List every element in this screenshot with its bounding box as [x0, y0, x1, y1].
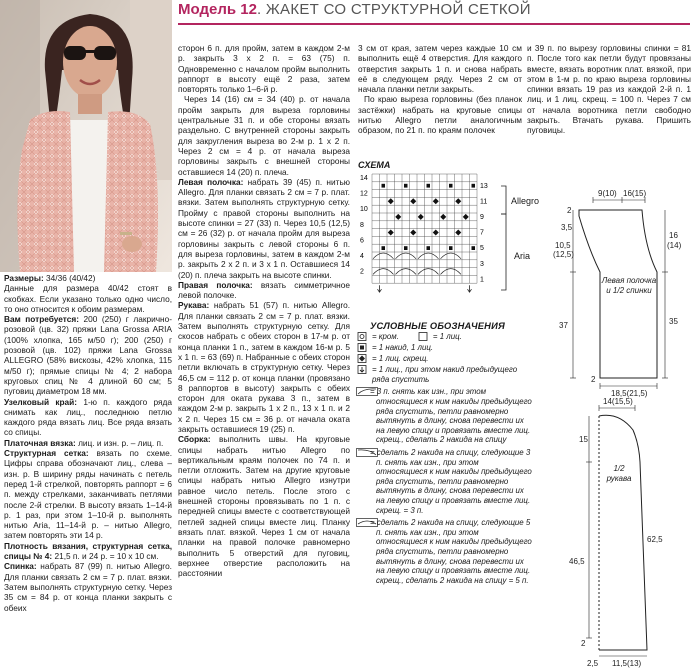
- schema-title: СХЕМА: [358, 160, 391, 170]
- assembly-cont-1: 3 см от края, затем через каждые 10 см выполнить ещё 4 отверстия. Для каждого отверстия закрыть 1 п. и снова набрать её в следующем ряду. Через 2 см от начала планки петли закрыть.: [358, 43, 522, 95]
- garment-pattern: [527, 190, 695, 668]
- edge-label: Узелковый край:: [4, 396, 78, 407]
- chart-row-label: 4: [360, 253, 364, 260]
- collar-text: и 39 п. по вырезу горловины спинки = 81 п. После того как петли будут провязаны вместе, вязать воротник плат. вязкой, при этом в 1-м р. по краю выреза горловины спинки вязать 19 раз из каждой 2-й п. 1 лиц. и 1 лиц. скрещ. = 100 п. Через 7 см от начала воротника петли свободно закрыть. Втачать рукава. Пришить пуговицы.: [527, 43, 691, 136]
- chart-twisted-stitch: [433, 230, 439, 236]
- assembly-cont-2: По краю выреза горловины (без планок застёжки) набрать на круговые спицы нитью Allegro петли аналогичным образом, по 21 п. по краям полочек: [358, 94, 522, 136]
- dim-front-37: 37: [559, 321, 568, 330]
- chart-row-label: 5: [480, 245, 484, 253]
- dim-front-2: 2: [567, 206, 572, 215]
- chart-repeat-arrow-1: [378, 285, 382, 292]
- chart-marks: [373, 184, 475, 292]
- right-front-text: вязать симметричное левой полочке.: [178, 279, 350, 301]
- legend-row-edge: [356, 332, 532, 342]
- chart-twisted-stitch: [455, 198, 461, 204]
- chart-row-label: 3: [480, 260, 484, 268]
- chart-cluster: [418, 253, 439, 259]
- yarn-aria-label: Aria: [514, 251, 531, 261]
- yarn-brackets: [500, 184, 514, 294]
- dim-front-2b: 2: [591, 375, 596, 384]
- column-1: [4, 273, 172, 668]
- chart-twisted-stitch: [433, 198, 439, 204]
- dim-front-top2: 9(10): [598, 189, 617, 198]
- chart-yarnover: [427, 184, 431, 188]
- chart-yarnover: [427, 246, 431, 250]
- legend-3dec-b: = сделать 2 накида на спицу, следующие 3 п. снять как изн., при этом относящиеся к ним накиды предыдущего ряда спустить, петли равномерно вытянуть в длину, снова перевести их на левую спицу и провязать вместе лиц. скрещ. = 3 п.: [370, 448, 532, 515]
- sleeve-piece-label: 1/2 рукава: [606, 464, 632, 483]
- chart-cluster: [441, 269, 462, 275]
- struct-label: Структурная сетка:: [4, 448, 89, 459]
- yarn-allegro-label: Allegro: [511, 196, 540, 206]
- density-text: 21,5 п. и 24 р. = 10 х 10 см.: [54, 551, 159, 562]
- dim-sleeve-465: 46,5: [569, 557, 585, 566]
- model-photo: [0, 0, 172, 272]
- chart-row-label: 1: [480, 276, 484, 284]
- legend-row-twist: [356, 354, 532, 364]
- legend-drop: = 1 лиц., при этом накид предыдущего ряда спустить: [372, 365, 518, 384]
- three-stitch-cluster-icon: [356, 387, 378, 396]
- legend-knit: = 1 лиц.: [432, 332, 462, 341]
- chart-twisted-stitch: [410, 230, 416, 236]
- chart-grid: [372, 174, 477, 283]
- legend-yo: = 1 накид, 1 лиц.: [372, 343, 434, 353]
- materials-text: 200 (250) г лакрично-розовой (цв. 32) пряжи Lana Grossa ARIA (100% хлопка, 165 м/50 г); 200 (250) г розовой (цв. 102) пряжи Lana Grossa ALLEGRO (58% вискозы, 42% хлопка, 115 м/50 г); прямые спицы № 4; 2 набора круговых спиц № 4 длиной 60 см; 5 пуговиц диаметром 18 мм.: [4, 314, 172, 397]
- chart-cluster: [373, 269, 394, 275]
- dim-front-125: (12,5): [553, 250, 574, 259]
- dim-front-35: 3,5: [561, 223, 573, 232]
- yarn-over-icon: [356, 343, 368, 352]
- sleeves-text: набрать 51 (57) п. нитью Allegro. Для планки связать 2 см = 7 р. плат. вязки. Затем выполнять структурную сетку. Для скосов набрать с обеих сторон в 17-м р. от конца планки 1 п., затем в каждом 16-м р. 5 х 1 п. = 63 (69) п. Набранные с обеих сторон петли включать в структурную сетку. Через 46,5 см = 112 р. от конца планки (провязано 8 раппортов в высоту) закрыть с обеих сторон для оката рукава 3 п., затем в каждом 2-м р. закрыть 1 х 2 п., 13 х 1 п. и 2 х 2 п. Через 15 см = 36 р. от начала оката закрыть оставшиеся 19 (25) п.: [178, 300, 351, 434]
- sizes-value: 34/36 (40/42): [46, 273, 96, 283]
- chart-yarnover: [449, 184, 453, 188]
- assembly-label: Сборка:: [178, 434, 211, 445]
- right-front-label: Правая полочка:: [178, 279, 253, 290]
- dim-sleeve-top: 14(15,5): [603, 397, 633, 406]
- chart-yarnover: [404, 184, 408, 188]
- chart-row-label: 2: [360, 268, 364, 276]
- sizes-label: Размеры:: [4, 273, 44, 283]
- dim-front-top: 16(15): [623, 189, 647, 198]
- chart-cluster: [373, 253, 394, 259]
- chart-repeat-arrow-2: [468, 285, 472, 292]
- left-front-label: Левая полочка:: [178, 176, 244, 187]
- chart-cluster: [396, 269, 417, 275]
- legend-row-yo: [356, 343, 532, 353]
- chart-yarnover: [382, 246, 386, 250]
- legend-row-3dec: [356, 387, 532, 445]
- chart-row-label: 13: [480, 182, 488, 190]
- chart-twisted-stitch: [463, 214, 469, 220]
- column-2: [178, 43, 350, 668]
- chart-row-label: 9: [480, 214, 484, 221]
- edge-text: 1-ю п. каждого ряда снимать как лиц., последнюю петлю каждого ряда вязать лиц. Все ряда вязать со спицы.: [4, 396, 172, 438]
- edge-stitch-icon: [356, 332, 368, 341]
- legend-title: УСЛОВНЫЕ ОБОЗНАЧЕНИЯ: [370, 321, 505, 331]
- chart-twisted-stitch: [388, 230, 394, 236]
- chart-row-label: 11: [480, 198, 488, 206]
- back-label: Спинка:: [4, 561, 37, 572]
- materials-label: Вам потребуется:: [4, 314, 79, 325]
- dim-sleeve-2: 2: [581, 639, 586, 648]
- chart-twisted-stitch: [395, 214, 401, 220]
- chart-row-label: 12: [360, 190, 368, 198]
- scarf-text: лиц. и изн. р. – лиц. п.: [78, 437, 164, 448]
- page-title: [178, 1, 531, 19]
- chart-row-label: 6: [360, 237, 364, 245]
- chart-cluster: [441, 253, 462, 259]
- chart-yarnover: [472, 184, 476, 188]
- column-3: [358, 43, 522, 136]
- dim-sleeve-15: 15: [579, 435, 588, 444]
- sizes-note: Данные для размера 40/42 стоят в скобках. Если указано только одно число, то оно относится к обоим размерам.: [4, 283, 172, 314]
- dim-front-bottom: 18,5(21,5): [611, 389, 648, 398]
- assembly-text: выполнить швы. На круговые спицы набрать нитью Allegro по вертикальным краям полочек по 74 п. и петли отложить. Затем на другие круговые спицы набрать нитью Allegro изнутри равное число петель. После этого с внешней стороны провязывать по 1 п. с передней спицы вместе с соответствующей петлей задней спицы вместе лиц. Планку вязать плат. вязкой. Через 1 см от начала планки на правой полочке равномерно выполнить 5 отверстий для пуговиц, верхнее отверстие расположить на расстоянии: [178, 434, 350, 579]
- sleeves-label: Рукава:: [178, 300, 210, 311]
- legend: [356, 332, 532, 668]
- dim-sleeve-bottom: 11,5(13): [612, 659, 642, 668]
- drop-yo-icon: [356, 365, 368, 374]
- chart-row-label: 10: [360, 206, 368, 214]
- chart-labels: [360, 175, 488, 283]
- knitting-chart: [358, 170, 498, 300]
- density-label: Плотность вязания, структурная сетка, спицы № 4:: [4, 540, 172, 562]
- dim-front-14: (14): [667, 241, 682, 250]
- dim-front-105: 10,5: [555, 241, 571, 250]
- legend-row-3dec-b: [356, 448, 532, 515]
- chart-yarnover: [382, 184, 386, 188]
- dim-sleeve-625: 62,5: [647, 535, 663, 544]
- knit-stitch-icon: [417, 332, 429, 341]
- back-text: набрать 87 (99) п. нитью Allegro. Для планки связать 2 см = 7 р. плат. вязки. Затем выполнять структурную сетку. Через 35 см = 84 р. от конца планки закрыть с обеих: [4, 561, 172, 613]
- struct-text: вязать по схеме. Цифры справа обозначают лиц., слева – изн. р. В ширину ряды начинать с петель перед 1-й стрелкой, повторять раппорт = 6 п. между стрелками, заканчивать петлями после 2-й стрелки. В высоту вязать 1–14-й р. 1 раз, при этом 1–10-й р. выполнять нитью Aria, 11–14-й р. – нитью Allegro, затем повторять эти 14 р.: [4, 448, 172, 541]
- legend-row-drop: [356, 365, 532, 384]
- chart-yarnover: [472, 246, 476, 250]
- chart-twisted-stitch: [388, 198, 394, 204]
- twisted-knit-icon: [356, 354, 368, 363]
- model-name: . ЖАКЕТ СО СТРУКТУРНОЙ СЕТКОЙ: [256, 1, 531, 18]
- model-number: Модель 12: [178, 1, 257, 18]
- legend-row-5dec: [356, 518, 532, 585]
- dim-front-35b: 35: [669, 317, 678, 326]
- scarf-label: Платочная вязка:: [4, 437, 76, 448]
- three-stitch-cluster-b-icon: [356, 448, 378, 457]
- chart-twisted-stitch: [440, 214, 446, 220]
- back-cont-1: сторон 6 п. для пройм, затем в каждом 2-м р. закрыть 3 х 2 п. = 63 (75) п. Одновременно с началом пройм выполнить раппорт в высоту ещё 2 раза, затем повторять только 1–6-й р.: [178, 43, 350, 95]
- back-cont-2: Через 14 (16) см = 34 (40) р. от начала пройм закрыть для выреза горловины центральные 31 п. и обе стороны вязать раздельно. С внутренней стороны закрыть для закругления выреза во 2-м р. 1 х 2 п. Через 2 см = 4 р. от начала выреза горловины закрыть с внешней стороны оставшиеся 14 (20) п. плеча.: [178, 94, 350, 177]
- chart-twisted-stitch: [410, 198, 416, 204]
- chart-row-label: 7: [480, 229, 484, 237]
- chart-yarnover: [449, 246, 453, 250]
- left-front-text: набрать 39 (45) п. нитью Allegro. Для планки связать 2 см = 7 р. плат. вязки. Затем выполнять структурную сетку. Пройму с правой стороны выполнить на высоте спинки = 27 (33) п. Через 10,5 (12,5) см = 26 (32) р. от начала пройм для выреза горловины закрыть с левой стороны 6 п. для выреза горловины, затем в каждом 2-м р. закрыть 2 х 2 п. и 3 х 1 п. Оставшиеся 14 (20) п. плеча закрыть на высоте спинки.: [178, 176, 350, 280]
- front-piece-label: Левая полочка и 1/2 спинки: [601, 276, 657, 295]
- column-4: [527, 43, 691, 139]
- legend-edge: = кром.: [372, 332, 399, 341]
- chart-cluster: [396, 253, 417, 259]
- chart-row-label: 14: [360, 175, 368, 182]
- chart-twisted-stitch: [455, 230, 461, 236]
- chart-yarnover: [404, 246, 408, 250]
- dim-front-16: 16: [669, 231, 678, 240]
- legend-5dec: = сделать 2 накида на спицу, следующие 5 п. снять как изн., при этом относящиеся к ним накиды предыдущего ряда спустить, петли равномерно вытянуть в длину, снова перевести их на левую спицу и провязать вместе лиц. скрещ., сделать 2 накида на спицу = 5 п.: [370, 518, 532, 585]
- sleeve-piece: [569, 397, 663, 668]
- front-back-piece: [553, 189, 682, 398]
- legend-3dec: = 3 п. снять как изн., при этом относящиеся к ним накиды предыдущего ряда спустить, петли равномерно вытянуть в длину, снова перевести их на левую спицу и провязать вместе лиц. скрещ., сделать 2 накида на спицу: [370, 387, 532, 445]
- title-rule: [178, 23, 690, 25]
- chart-cluster: [418, 269, 439, 275]
- five-stitch-cluster-icon: [356, 518, 378, 527]
- dim-sleeve-25: 2,5: [587, 659, 599, 668]
- chart-twisted-stitch: [418, 214, 424, 220]
- legend-twist: = 1 лиц. скрещ.: [372, 354, 429, 364]
- chart-row-label: 8: [360, 221, 364, 229]
